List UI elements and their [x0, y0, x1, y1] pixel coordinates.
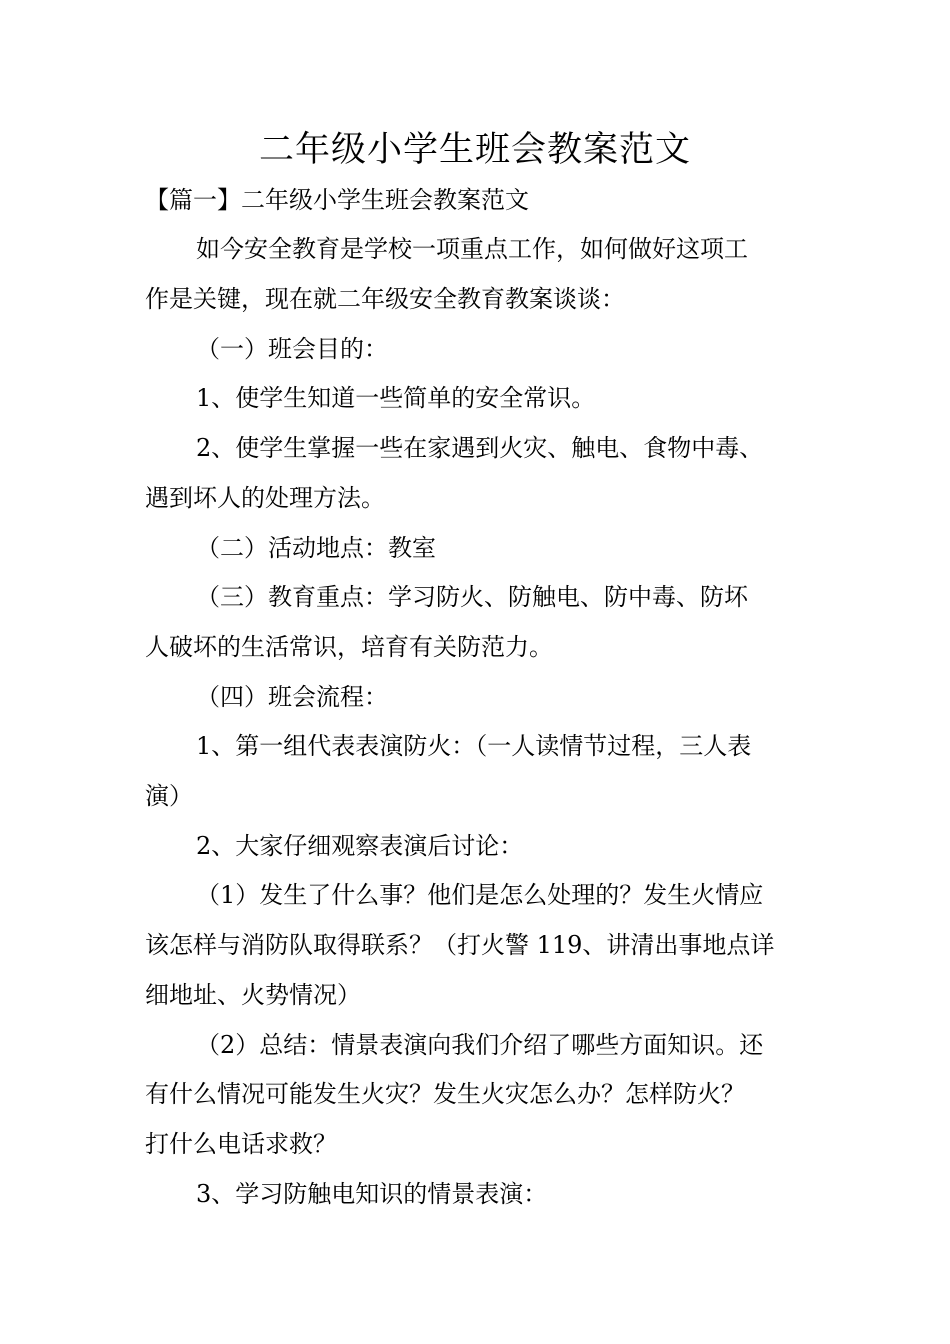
- text-line: （二）活动地点：教室: [196, 534, 436, 562]
- section-heading: 【篇一】二年级小学生班会教案范文: [145, 186, 529, 214]
- text-line: 作是关键，现在就二年级安全教育教案谈谈：: [145, 285, 625, 313]
- text-line: 细地址、火势情况）: [145, 981, 361, 1009]
- text-line: （三）教育重点：学习防火、防触电、防中毒、防坏: [196, 583, 748, 611]
- text-line: （一）班会目的：: [196, 335, 388, 363]
- text-line: 1、第一组代表表演防火：（一人读情节过程，三人表: [196, 732, 752, 760]
- text-line: 遇到坏人的处理方法。: [145, 484, 385, 512]
- text-line: 该怎样与消防队取得联系？（打火警 119、讲清出事地点详: [145, 931, 775, 959]
- text-line: 如今安全教育是学校一项重点工作，如何做好这项工: [196, 235, 748, 263]
- text-line: 人破坏的生活常识，培育有关防范力。: [145, 633, 553, 661]
- text-line: （2）总结：情景表演向我们介绍了哪些方面知识。还: [196, 1031, 764, 1059]
- document-title: 二年级小学生班会教案范文: [258, 130, 691, 170]
- text-line: （1）发生了什么事？他们是怎么处理的？发生火情应: [196, 881, 764, 909]
- text-line: 3、学习防触电知识的情景表演：: [196, 1180, 548, 1208]
- text-line: 演）: [145, 782, 193, 810]
- text-line: 有什么情况可能发生火灾？发生火灾怎么办？怎样防火？: [145, 1080, 745, 1108]
- text-line: 2、使学生掌握一些在家遇到火灾、触电、食物中毒、: [196, 434, 764, 462]
- text-line: 2、大家仔细观察表演后讨论：: [196, 832, 524, 860]
- text-line: （四）班会流程：: [196, 683, 388, 711]
- text-line: 打什么电话求救？: [145, 1130, 337, 1158]
- text-line: 1、使学生知道一些简单的安全常识。: [196, 384, 596, 412]
